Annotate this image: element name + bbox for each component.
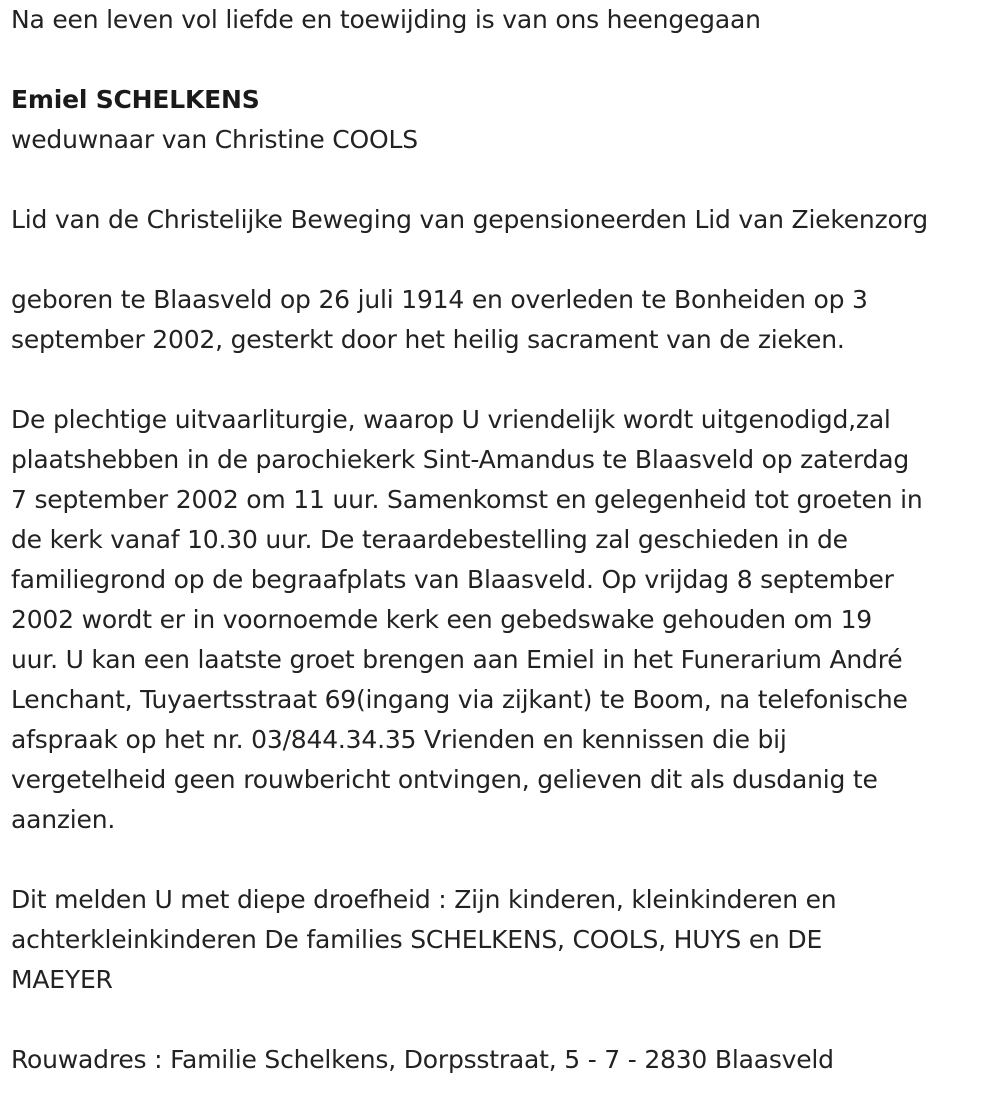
family-line: achterkleinkinderen De families SCHELKENS, COOLS, HUYS en DE [11, 925, 823, 954]
widower-line: weduwnaar van Christine COOLS [11, 125, 418, 154]
spacer [11, 240, 991, 280]
intro-line: Na een leven vol liefde en toewijding is van ons heengegaan [11, 5, 761, 34]
funeral-line: uur. U kan een laatste groet brengen aan Emiel in het Funerarium André [11, 645, 903, 674]
birth-death-paragraph: geboren te Blaasveld op 26 juli 1914 en overleden te Bonheiden op 3 september 2002, gesterkt door het heilig sacrament van de zieken. [11, 285, 876, 354]
deceased-name: Emiel SCHELKENS [11, 85, 260, 114]
funeral-line: aanzien. [11, 805, 116, 834]
spacer [11, 360, 991, 400]
funeral-line: 2002 wordt er in voornoemde kerk een gebedswake gehouden om 19 [11, 605, 872, 634]
funeral-line: Lenchant, Tuyaertsstraat 69(ingang via zijkant) te Boom, na telefonische [11, 685, 908, 714]
funeral-line: afspraak op het nr. 03/844.34.35 Vrienden en kennissen die bij [11, 725, 787, 754]
spacer [11, 160, 991, 200]
funeral-line: De plechtige uitvaarliturgie, waarop U vriendelijk wordt uitgenodigd,zal [11, 405, 891, 434]
family-line: MAEYER [11, 965, 113, 994]
mourning-address: Rouwadres : Familie Schelkens, Dorpsstraat, 5 - 7 - 2830 Blaasveld [11, 1045, 834, 1074]
funeral-line: familiegrond op de begraafplats van Blaasveld. Op vrijdag 8 september [11, 565, 894, 594]
memberships-line: Lid van de Christelijke Beweging van gepensioneerden Lid van Ziekenzorg [11, 205, 928, 234]
spacer [11, 840, 991, 880]
spacer [11, 1000, 991, 1040]
funeral-line: plaatshebben in de parochiekerk Sint-Amandus te Blaasveld op zaterdag [11, 445, 910, 474]
spacer [11, 40, 991, 80]
funeral-line: 7 september 2002 om 11 uur. Samenkomst en gelegenheid tot groeten in [11, 485, 923, 514]
family-line: Dit melden U met diepe droefheid : Zijn kinderen, kleinkinderen en [11, 885, 837, 914]
funeral-line: de kerk vanaf 10.30 uur. De teraardebestelling zal geschieden in de [11, 525, 848, 554]
family-paragraph [11, 880, 991, 1000]
funeral-line: vergetelheid geen rouwbericht ontvingen, gelieven dit als dusdanig te [11, 765, 878, 794]
death-notice [11, 0, 991, 1080]
funeral-paragraph [11, 400, 991, 840]
